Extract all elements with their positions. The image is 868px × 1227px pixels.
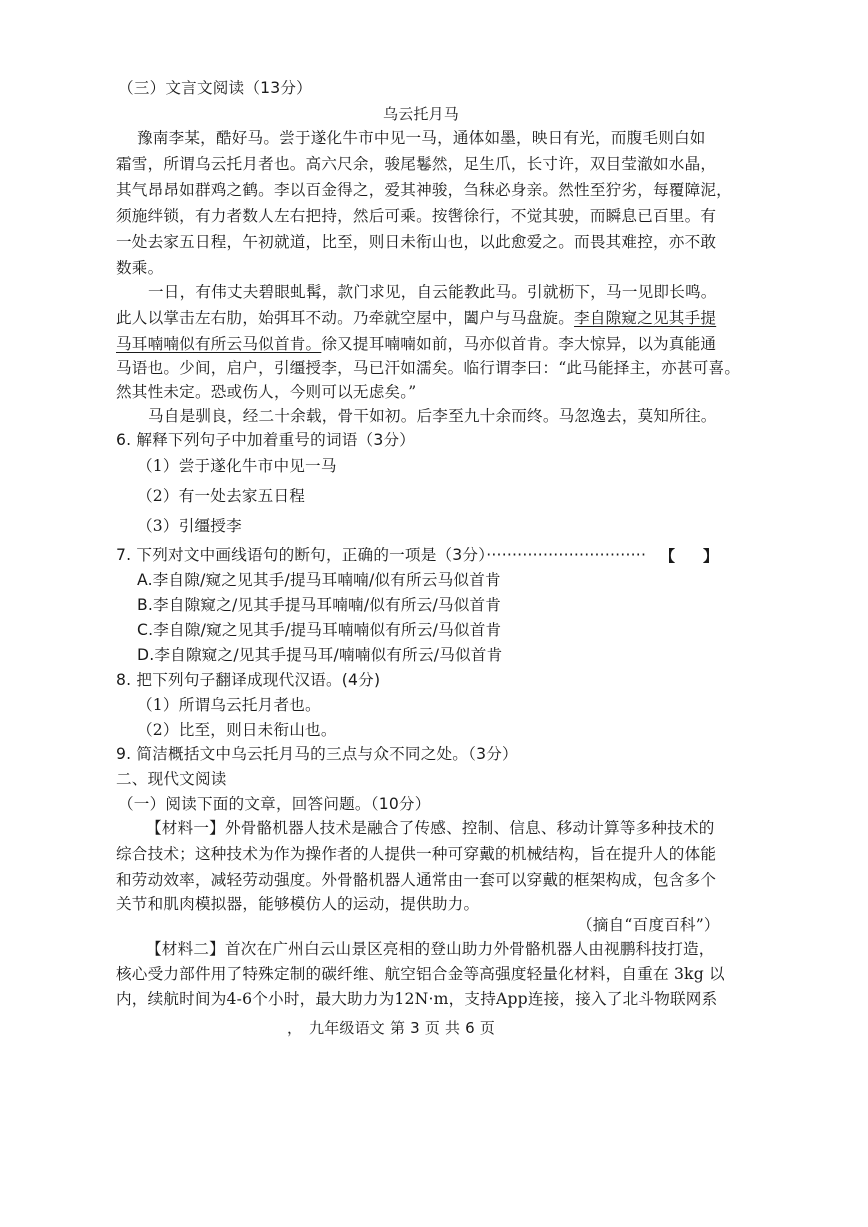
question-8-item: （1）所谓乌云托月者也。 [137, 696, 321, 714]
question-9-stem: 9. 简洁概括文中乌云托月马的三点与众不同之处。（3分） [116, 745, 518, 763]
answer-bracket-close: 】 [703, 547, 719, 565]
material-1-line: 综合技术；这种技术为作为操作者的人提供一种可穿戴的机械结构，旨在提升人的体能 [116, 845, 717, 863]
page-footer: 九年级语文 第 3 页 共 6 页 [309, 1019, 496, 1037]
question-8-stem: 8. 把下列句子翻译成现代汉语。(4分) [116, 671, 381, 689]
material-2-label: 【材料二】 [146, 940, 225, 958]
passage-text: 此人以掌击左右肋，始弭耳不动。乃牵就空屋中，闔户与马盘旋。 [116, 309, 575, 327]
underlined-sentence: 李自隙窥之见其手提 [574, 309, 717, 327]
option-a: A.李自隙/窥之见其手/提马耳喃喃/似有所云马似首肯 [137, 571, 501, 589]
material-1-line: 关节和肌肉模拟器，能够模仿人的运动，提供助力。 [116, 895, 480, 913]
passage-text: 徐又提耳喃喃如前，马亦似首肯。李大惊异，以为真能通 [321, 335, 717, 353]
passage-line: 马自是驯良，经二十余载，骨干如初。后李至九十余而终。马忽逸去，莫知所往。 [148, 407, 717, 425]
material-1-label: 【材料一】 [146, 819, 225, 837]
passage-line [116, 308, 716, 328]
material-2-line [146, 939, 715, 959]
material-1-line [146, 818, 715, 838]
passage-line: 霜雪，所谓乌云托月者也。高六尺余，骏尾鬈然，足生爪，长寸许，双目莹澈如水晶， [116, 155, 717, 173]
passage-line: 一处去家五日程，午初就道，比至，则日未衔山也，以此愈爱之。而畏其难控，亦不敢 [116, 233, 717, 251]
passage-line: 然其性未定。恐或伤人，今则可以无虑矣。” [116, 383, 417, 401]
passage-line: 豫南李某，酷好马。尝于遂化牛市中见一马，通体如墨，映日有光，而腹毛则白如 [137, 129, 706, 147]
option-b: B.李自隙窥之/见其手提马耳喃喃/似有所云/马似首肯 [137, 596, 502, 614]
passage-title: 乌云托月马 [383, 105, 460, 123]
question-6-item: （1）尝于遂化牛市中见一马 [137, 457, 337, 475]
passage-line: 数乘。 [116, 259, 164, 277]
passage-line: 其气昂昂如群鸡之鹤。李以百金得之，爱其神骏，刍秣必身亲。然性至狞劣，每覆障泥， [116, 181, 732, 199]
question-7-text: 7. 下列对文中画线语句的断句，正确的一项是（3分） [116, 546, 487, 564]
answer-bracket-open: 【 [660, 547, 676, 565]
leader-dots: ······························· [486, 546, 647, 564]
material-2-line: 内，续航时间为4-6个小时，最大助力为12N·m，支持App连接，接入了北斗物联网系 [116, 990, 718, 1008]
section-heading-modern: 二、现代文阅读 [116, 770, 227, 788]
passage-line: 须施绊锁，有力者数人左右把持，然后可乘。按辔徐行，不觉其驶，而瞬息已百里。有 [116, 207, 717, 225]
option-d: D.李自隙窥之/见其手提马耳/喃喃似有所云/马似首肯 [137, 646, 503, 664]
question-7-stem [116, 545, 646, 565]
material-1-line: 和劳动效率，减轻劳动强度。外骨骼机器人通常由一套可以穿戴的框架构成，包含多个 [116, 871, 717, 889]
section-heading-classical: （三）文言文阅读（13分） [118, 79, 312, 97]
option-c: C.李自隙/窥之见其手/提马耳喃喃似有所云/马似首肯 [137, 621, 502, 639]
question-6-item: （3）引缰授李 [137, 517, 242, 535]
subsection-heading: （一）阅读下面的文章，回答问题。（10分） [118, 795, 431, 813]
passage-line: 一日，有伟丈夫碧眼虬髯，款门求见，自云能教此马。引就枥下，马一见即长鸣。 [148, 283, 717, 301]
question-6-stem: 6. 解释下列句子中加着重号的词语（3分） [116, 431, 416, 449]
question-6-item: （2）有一处去家五日程 [137, 487, 306, 505]
material-text: 首次在广州白云山景区亮相的登山助力外骨骼机器人由视鹏科技打造， [224, 940, 715, 958]
passage-line: 马语也。少间，启户，引缰授李，马已汗如濡矣。临行谓李曰：“此马能择主，亦甚可喜。 [116, 359, 741, 377]
passage-line [116, 334, 716, 354]
underlined-sentence: 马耳喃喃似有所云马似首肯。 [116, 335, 322, 353]
question-8-item: （2）比至，则日未衔山也。 [137, 721, 337, 739]
material-1-source: （摘自“百度百科”） [577, 916, 720, 934]
footer-mark: ， [287, 1019, 303, 1037]
material-text: 外骨骼机器人技术是融合了传感、控制、信息、移动计算等多种技术的 [224, 819, 715, 837]
material-2-line: 核心受力部件用了特殊定制的碳纤维、航空铝合金等高强度轻量化材料，自重在 3kg 以 [116, 965, 725, 983]
